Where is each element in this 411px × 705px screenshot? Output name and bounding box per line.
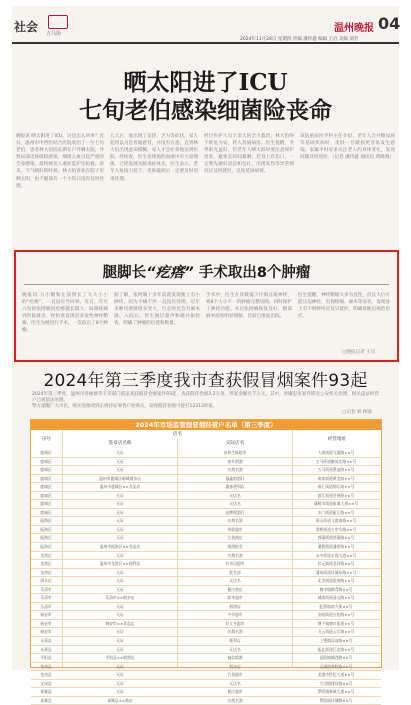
row-address: 大南街道飞霞路××号 — [317, 450, 355, 455]
table-title: 2024年市场监管假冒烟经营户名单（第三季度） — [31, 420, 381, 430]
row-address: 龙港市世纪大道××号 — [317, 672, 355, 678]
row-address: 柳市镇柳青路××号 — [319, 586, 353, 592]
table-subheader-actual-name: 实际店名 — [225, 441, 245, 446]
row-actual-name: 平价超市 — [227, 612, 243, 618]
story2-column-1: 晚报讯 五小腿和左前臂长了大大小小的“疙瘩”，一直没有当回事。近日，年过六旬的张阿姨因疙瘩越长越大、局部疼痛到医院就诊，经检查发现是多发性神经鞘瘤，医生为她进行手术，一次取出了8个肿瘤。 — [22, 293, 108, 334]
row-district: 苍南县 — [40, 663, 52, 669]
table-row — [31, 534, 381, 543]
row-licensed-name: 无证 — [116, 501, 124, 507]
row-district: 永嘉县 — [40, 646, 52, 652]
row-licensed-name: 温州市鹿城区××食品店 — [99, 484, 141, 490]
story2-headline-quote: “疙瘩” — [146, 265, 194, 281]
row-address: 状元街道龙祥路××号 — [317, 561, 355, 567]
row-address: 罗阳镇新城大道××号 — [317, 689, 355, 695]
row-district: 瓯海区 — [40, 526, 52, 532]
row-actual-name: 百货超市 — [227, 672, 243, 678]
table-body — [31, 449, 381, 705]
row-licensed-name: 无证 — [116, 646, 124, 652]
table-row — [31, 449, 381, 458]
row-licensed-name: 无证 — [116, 672, 124, 678]
row-licensed-name: 无证 — [116, 638, 124, 644]
row-district: 鹿城区 — [40, 509, 52, 515]
row-actual-name: 惠客便利店 — [225, 484, 245, 490]
row-actual-name: 便民商店 — [227, 586, 243, 592]
row-address: 灵溪镇春晖路××号 — [319, 663, 353, 669]
row-licensed-name: 无证 — [116, 450, 124, 455]
page-number: 04 — [378, 14, 401, 33]
row-district: 乐清市 — [40, 586, 52, 592]
row-licensed-name: 无证 — [116, 578, 124, 584]
row-actual-name: 烟酒店 — [229, 603, 241, 609]
row-actual-name: 名烟名酒 — [227, 467, 243, 473]
row-licensed-name: 平阳县××烟酒店 — [105, 655, 135, 661]
row-address: 丰门街道瓯江路××号 — [317, 509, 355, 515]
row-district: 乐清市 — [40, 603, 52, 609]
row-licensed-name: 乐清市××烟杂店 — [105, 595, 135, 601]
highlighted-article[interactable] — [14, 250, 399, 362]
table-row — [31, 483, 381, 492]
row-actual-name: 烟酒批发 — [227, 544, 243, 550]
row-licensed-name: 温州市龙湾区××便利店 — [99, 561, 141, 567]
row-actual-name: 无店名 — [229, 646, 241, 652]
table-row — [31, 620, 381, 629]
story2-headline — [16, 261, 397, 282]
table-row — [31, 500, 381, 509]
row-address: 南郊街道黄龙路××号 — [317, 475, 355, 481]
row-address: 蒲州街道环城东路××号 — [315, 569, 357, 575]
row-address: 塘下镇塘川街道××号 — [317, 620, 355, 626]
table-row — [31, 611, 381, 620]
newspaper-page — [12, 6, 401, 703]
row-district: 洞头区 — [40, 578, 52, 584]
row-address: 五马街道墨池路××号 — [317, 467, 355, 473]
row-licensed-name: 无证 — [116, 458, 124, 464]
row-actual-name: 无店名 — [229, 578, 241, 584]
row-address: 上塘镇县前路××号 — [319, 638, 353, 644]
story1-headline-line1: 晒太阳进了ICU — [123, 69, 288, 96]
row-licensed-name: 无证 — [116, 612, 124, 618]
row-licensed-name: 无证 — [116, 663, 124, 669]
table-row — [31, 697, 381, 705]
row-address: 城南街道清远路××号 — [317, 595, 355, 601]
row-licensed-name: 无证 — [116, 492, 124, 498]
story2-byline: □晚报记者 王启 — [342, 350, 376, 355]
row-address: 南汇街道锦江路××号 — [317, 484, 355, 490]
table-row — [31, 569, 381, 578]
row-licensed-name: 无证 — [116, 467, 124, 473]
table-row — [31, 586, 381, 595]
story1-column-1: 晚报讯 晒太阳进了ICU，这是怎么回事？近日，温州市中西医结合医院收治了一位七旬老伯，患者林大伯因长期在户外晒太阳，导致局部皮肤破损感染，细菌入血引起严重的全身感染，最终被送入重症监护室抢救。原来，天气晴好的时候，林大伯喜欢在院子里晒太阳，由于腿部有一个小伤口没有及时处理。 — [16, 134, 104, 189]
story2-column-2: 据了解，张阿姨十多年前就发现腿上有小肿块，因为不痛不痒一直没有处理。近年来肿块逐渐增多变大，行走时还会有麻木感。入院后，医生通过超声和磁共振检查，明确了肿瘤的位置和数量。 — [114, 293, 200, 327]
row-district: 平阳县 — [40, 655, 52, 661]
row-licensed-name: 瑞安市××食品店 — [105, 620, 135, 626]
row-licensed-name: 无证 — [116, 680, 124, 686]
story2-headline-prefix: 腿脚长 — [102, 265, 147, 281]
row-district: 鹿城区 — [40, 492, 52, 498]
story3-lead-paragraph-2: 警方提醒广大市民，购买卷烟请到正规持证零售户处购买，发现假冒卷烟可拨打12313举报。 — [32, 404, 218, 409]
row-actual-name: 批发部 — [229, 569, 241, 575]
row-district: 乐清市 — [40, 595, 52, 601]
section-subtitle: 五马街 — [46, 31, 62, 37]
row-actual-name: 无店名 — [229, 680, 241, 686]
row-address: 景山街道飞霞南路××号 — [315, 518, 357, 524]
story2-headline-suffix: 手术取出8个肿瘤 — [193, 265, 311, 281]
row-district: 泰顺县 — [40, 697, 52, 703]
story1-column-4: 该院重症医学科主任介绍，老年人合并糖尿病等基础疾病时，皮肤一旦破损更容易发生感染。家属平时应多关注老人的身体变化，发现问题及时送医。（记者 潘传鑫 通讯员 黄晓燕） — [300, 134, 395, 161]
row-address: 安阳街道万松路××号 — [317, 612, 355, 618]
row-address: 五马街道解放北路××号 — [315, 458, 357, 464]
row-actual-name: 百货商店 — [227, 535, 243, 541]
story1-column-2: 几天后，他出现了发热、乏力等症状，家人起初以为是普通感冒，并没有在意。直到林大伯出现意识模糊，家人才急忙将他送到医院。经检查，医生发现他的血液中有大量细菌，已经发展为脓毒症休克。医生表示，老年人免疫力低下，皮肤破损后一定要及时消毒处理。 — [110, 134, 198, 182]
row-actual-name: 好又多超市 — [225, 620, 245, 626]
row-district: 鹿城区 — [40, 501, 52, 507]
row-address: 飞云街道云江路××号 — [317, 629, 355, 635]
table-row — [31, 688, 381, 697]
row-licensed-name: 无证 — [116, 629, 124, 635]
row-address: 蒲鞋市街道新城大道××号 — [313, 501, 359, 507]
page-header — [12, 6, 401, 42]
story3-headline: 2024年第三季度我市查获假冒烟案件93起 — [43, 371, 368, 391]
row-licensed-name: 无证 — [116, 518, 124, 524]
row-district: 鹿城区 — [40, 484, 52, 490]
story2-column-4: 医生提醒，神经鞘瘤大多为良性，但长大后可能压迫神经，出现疼痛、麻木等症状，发现身上有不明肿块应及早就医，明确诊断后规范治疗。 — [298, 293, 390, 320]
story1-column-3: 经过医护人员十余天的全力救治，林大伯终于转危为安，转入普通病房。医生提醒，冬季阳光虽好，但老年人晒太阳时要注意保护皮肤，避免长时间暴晒。若身上有伤口，一定要先做好清洁和包扎，出现发热等异常情况应及时就医，以免延误病情。 — [204, 134, 294, 175]
table-row — [31, 594, 381, 603]
table-row — [31, 509, 381, 518]
row-address: 虹桥镇南大街××号 — [319, 603, 353, 609]
table-header-shop: 店名 — [172, 432, 183, 437]
table-row — [31, 628, 381, 637]
table-row — [31, 543, 381, 552]
row-actual-name: 诚信烟酒 — [227, 655, 243, 661]
row-district: 鹿城区 — [40, 450, 52, 455]
row-licensed-name: 温州市瓯海区××食品店 — [99, 544, 141, 550]
row-district: 鹿城区 — [40, 475, 52, 481]
table-row — [31, 654, 381, 663]
row-address: 潘桥街道潘桥路××号 — [317, 544, 355, 550]
row-district: 瓯海区 — [40, 518, 52, 524]
row-licensed-name: 无证 — [116, 535, 124, 541]
table-row — [31, 680, 381, 689]
story3-lead-paragraph-1: 2024年第三季度，温州市各级烟草专卖部门依法查获假冒卷烟案件93起，查获假冒卷烟3.2万条，涉案金额近千万元。其中，涉嫌犯罪案件移送公安机关处理，相关违法经营户已被依法处理。 — [32, 392, 379, 404]
table-row — [31, 475, 381, 484]
table-header-index: 序号 — [41, 437, 52, 442]
row-actual-name: 便民超市 — [227, 689, 243, 695]
story1-headline-line2: 七旬老伯感染细菌险丧命 — [79, 97, 332, 124]
table-row — [31, 560, 381, 569]
row-actual-name: 好邻居超市 — [225, 561, 245, 567]
table-header-address: 经营地址 — [327, 437, 347, 442]
row-licensed-name: 温州市鹿城区邮城烟杂店 — [99, 475, 141, 481]
row-district: 瑞安市 — [40, 612, 52, 618]
table-row — [31, 577, 381, 586]
table-row — [31, 646, 381, 655]
row-licensed-name: 无证 — [116, 509, 124, 515]
row-actual-name: 名烟名酒 — [227, 518, 243, 524]
row-address: 北岙街道望海路××号 — [317, 578, 355, 584]
row-district: 瑞安市 — [40, 620, 52, 626]
row-licensed-name: 无证 — [116, 603, 124, 609]
section-logo-icon — [48, 15, 68, 29]
row-actual-name: 无店名 — [229, 492, 241, 498]
row-actual-name: 便利店 — [229, 638, 241, 644]
row-actual-name: 福鑫烟酒行 — [225, 475, 245, 481]
row-district: 龙湾区 — [40, 569, 52, 575]
newspaper-brand: 温州晚报 — [334, 23, 374, 34]
row-address: 永中街道永强大道××号 — [315, 552, 357, 558]
header-divider — [12, 42, 399, 44]
row-district: 鹿城区 — [40, 467, 52, 473]
row-address: 瓯北街道江北路××号 — [317, 646, 355, 652]
table-row — [31, 466, 381, 475]
row-district: 永嘉县 — [40, 638, 52, 644]
row-actual-name: 冰和生鲜超市 — [223, 450, 247, 455]
story2-column-3: 手术中，医生在显微镜下仔细分离神经，将8个大小不一的肿瘤完整切除，同时保护了神经功能。术后张阿姨恢复良好，腿部麻木症状明显缓解，目前已康复出院。 — [206, 293, 292, 320]
row-district: 泰顺县 — [40, 689, 52, 695]
row-district: 瓯海区 — [40, 535, 52, 541]
table-row — [31, 526, 381, 535]
row-district: 瓯海区 — [40, 544, 52, 550]
row-address: 罗阳镇环城路××号 — [319, 697, 353, 703]
row-licensed-name: 无证 — [116, 526, 124, 532]
row-address: 大峃镇建设路××号 — [319, 680, 353, 686]
row-address: 滨江街道会展路××号 — [317, 492, 355, 498]
row-actual-name: 名烟名酒 — [227, 697, 243, 703]
row-actual-name: 春升烟酒 — [227, 458, 243, 464]
row-district: 龙湾区 — [40, 561, 52, 567]
table-row — [31, 492, 381, 501]
section-name: 社会 — [14, 20, 39, 34]
table-row — [31, 603, 381, 612]
row-address: 娄桥街道古岸头路××号 — [315, 526, 357, 532]
table-row — [31, 663, 381, 672]
row-actual-name: 无店名 — [229, 501, 241, 507]
row-licensed-name: 无证 — [116, 689, 124, 695]
row-address: 郭溪街道郭溪路××号 — [317, 535, 355, 541]
table-row — [31, 552, 381, 561]
counterfeit-shops-table — [30, 419, 382, 703]
row-actual-name: 名烟名酒 — [227, 629, 243, 635]
row-actual-name: 联华超市 — [227, 595, 243, 601]
row-address: 昆阳镇城西路××号 — [319, 655, 353, 661]
table-subheader-licensed-name: 签章店名称 — [108, 441, 132, 446]
table-row — [31, 517, 381, 526]
row-actual-name: 华联超市 — [227, 526, 243, 532]
row-district: 文成县 — [40, 680, 52, 686]
date-line: 2024年11月28日 星期四 责编 潘传鑫 编辑 王启 美编 刘芳 — [240, 37, 359, 42]
row-licensed-name: 无证 — [116, 569, 124, 575]
row-district: 龙湾区 — [40, 552, 52, 558]
row-district: 苍南县 — [40, 672, 52, 678]
table-row — [31, 637, 381, 646]
row-licensed-name: 无证 — [116, 552, 124, 558]
table-row — [31, 458, 381, 467]
row-actual-name: 烟杂店 — [229, 663, 241, 669]
row-actual-name: 名烟名酒 — [227, 552, 243, 558]
story2-divider — [24, 284, 389, 285]
row-district: 鹿城区 — [40, 458, 52, 464]
story3-byline: □记者 刘 林锦 — [342, 410, 372, 415]
row-licensed-name: 无证 — [116, 586, 124, 592]
row-licensed-name: 泰顺县××商店 — [107, 697, 133, 703]
row-actual-name: 品牌烟酒行 — [225, 509, 245, 515]
row-district: 瑞安市 — [40, 629, 52, 635]
